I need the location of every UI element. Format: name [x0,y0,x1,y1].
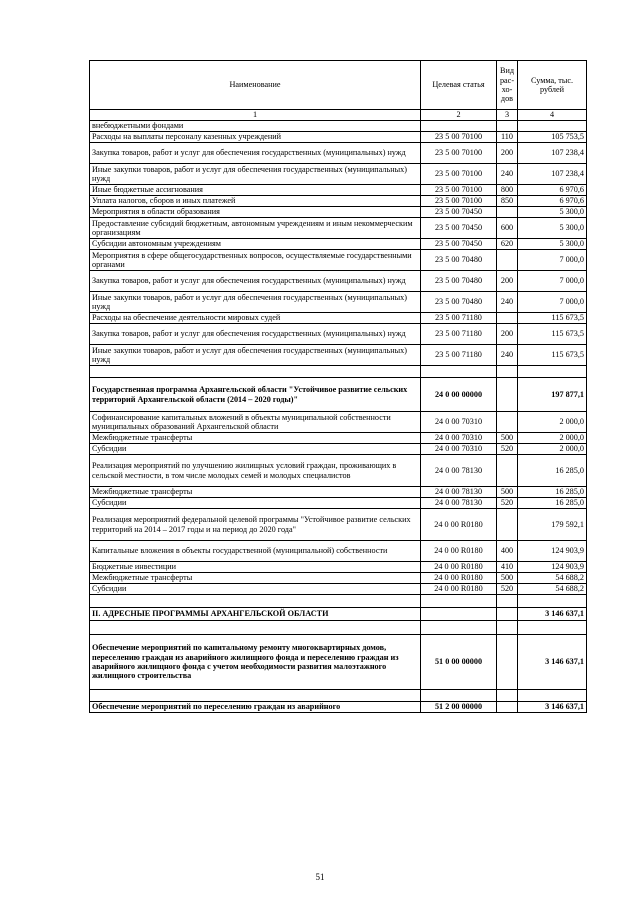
table-row [90,608,587,621]
row-target-code: 24 0 00 00000 [421,378,497,412]
row-name: Субсидии [90,444,421,455]
row-sum: 124 903,9 [518,562,587,573]
row-target-code: 23 5 00 71180 [421,324,497,345]
row-expense-kind: 200 [497,143,518,164]
row-expense-kind [497,621,518,635]
row-target-code: 23 5 00 71180 [421,313,497,324]
row-target-code: 24 0 00 78130 [421,455,497,487]
row-target-code: 23 5 00 70100 [421,132,497,143]
row-name: Иные закупки товаров, работ и услуг для обеспечения государственных (муниципальных) нужд [90,345,421,366]
row-sum: 7 000,0 [518,292,587,313]
header-target: Целевая статья [421,61,497,110]
row-sum: 5 300,0 [518,239,587,250]
row-expense-kind [497,121,518,132]
row-sum: 105 753,5 [518,132,587,143]
row-name [90,690,421,702]
table-row [90,702,587,713]
table-row [90,196,587,207]
row-expense-kind: 500 [497,573,518,584]
table-row [90,164,587,185]
row-name: Расходы на выплаты персоналу казенных учреждений [90,132,421,143]
row-name: Мероприятия в области образования [90,207,421,218]
row-expense-kind: 520 [497,498,518,509]
row-name: Реализация мероприятий по улучшению жилищных условий граждан, проживающих в сельской местности, в том числе молодых семей и молодых специалистов [90,455,421,487]
row-target-code [421,366,497,378]
row-expense-kind: 240 [497,164,518,185]
page-number: 51 [315,872,325,882]
table-row [90,250,587,271]
row-expense-kind [497,608,518,621]
row-sum: 7 000,0 [518,271,587,292]
row-expense-kind: 500 [497,433,518,444]
row-sum: 6 970,6 [518,185,587,196]
row-target-code: 24 0 00 70310 [421,412,497,433]
row-sum: 54 688,2 [518,584,587,595]
row-sum: 16 285,0 [518,498,587,509]
row-name: Бюджетные инвестиции [90,562,421,573]
row-target-code: 24 0 00 78130 [421,487,497,498]
row-target-code: 23 5 00 70100 [421,185,497,196]
row-name: Мероприятия в сфере общегосударственных вопросов, осуществляемые государственными органами [90,250,421,271]
table-row [90,444,587,455]
row-name: Иные закупки товаров, работ и услуг для обеспечения государственных (муниципальных) нужд [90,164,421,185]
table-row [90,562,587,573]
row-target-code: 24 0 00 70310 [421,433,497,444]
row-sum [518,621,587,635]
row-expense-kind: 410 [497,562,518,573]
row-name: II. АДРЕСНЫЕ ПРОГРАММЫ АРХАНГЕЛЬСКОЙ ОБЛАСТИ [90,608,421,621]
table-row [90,313,587,324]
row-sum: 115 673,5 [518,324,587,345]
table-row [90,635,587,690]
table-row [90,345,587,366]
row-name: Расходы на обеспечение деятельности мировых судей [90,313,421,324]
table-row [90,487,587,498]
row-sum [518,690,587,702]
row-sum: 5 300,0 [518,207,587,218]
row-expense-kind: 800 [497,185,518,196]
row-expense-kind: 520 [497,584,518,595]
column-number: 3 [497,110,518,121]
row-expense-kind: 240 [497,345,518,366]
row-name: Реализация мероприятий федеральной целевой программы "Устойчивое развитие сельских территорий на 2014 – 2017 годы и на период до 2020 года" [90,509,421,541]
row-expense-kind: 620 [497,239,518,250]
row-target-code [421,595,497,608]
table-row [90,584,587,595]
row-expense-kind: 500 [497,487,518,498]
row-name: Межбюджетные трансферты [90,487,421,498]
row-name: Межбюджетные трансферты [90,433,421,444]
row-name: Субсидии [90,498,421,509]
row-expense-kind: 400 [497,541,518,562]
row-name: Государственная программа Архангельской области "Устойчивое развитие сельских территорий Архангельской области (2014 – 2020 годы)" [90,378,421,412]
row-target-code [421,690,497,702]
table-row [90,509,587,541]
table-row [90,433,587,444]
row-sum: 107 238,4 [518,164,587,185]
table-row [90,121,587,132]
column-number: 1 [90,110,421,121]
row-sum: 124 903,9 [518,541,587,562]
row-name: Иные закупки товаров, работ и услуг для обеспечения государственных (муниципальных) нужд [90,292,421,313]
row-target-code: 51 0 00 00000 [421,635,497,690]
row-sum [518,366,587,378]
row-name [90,595,421,608]
table-row [90,621,587,635]
row-target-code: 23 5 00 70100 [421,143,497,164]
row-sum: 3 146 637,1 [518,608,587,621]
row-sum: 2 000,0 [518,444,587,455]
row-expense-kind [497,455,518,487]
table-row [90,292,587,313]
row-target-code: 23 5 00 70480 [421,292,497,313]
row-name: Межбюджетные трансферты [90,573,421,584]
table-row [90,132,587,143]
row-name: Обеспечение мероприятий по переселению граждан из аварийного [90,702,421,713]
row-target-code: 23 5 00 70100 [421,196,497,207]
row-sum: 115 673,5 [518,313,587,324]
row-target-code [421,608,497,621]
row-expense-kind [497,207,518,218]
row-sum: 107 238,4 [518,143,587,164]
row-target-code: 23 5 00 70450 [421,207,497,218]
row-target-code: 51 2 00 00000 [421,702,497,713]
row-expense-kind [497,595,518,608]
row-sum: 197 877,1 [518,378,587,412]
row-sum: 6 970,6 [518,196,587,207]
row-expense-kind [497,313,518,324]
column-number: 2 [421,110,497,121]
row-expense-kind: 520 [497,444,518,455]
row-target-code: 24 0 00 R0180 [421,562,497,573]
table-row [90,378,587,412]
row-expense-kind [497,366,518,378]
row-name: Субсидии [90,584,421,595]
row-target-code: 24 0 00 R0180 [421,573,497,584]
row-expense-kind: 240 [497,292,518,313]
table-row [90,573,587,584]
row-expense-kind: 600 [497,218,518,239]
row-name: внебюджетными фондами [90,121,421,132]
row-expense-kind: 200 [497,324,518,345]
row-expense-kind: 850 [497,196,518,207]
budget-table [89,60,587,713]
row-sum: 3 146 637,1 [518,702,587,713]
row-target-code: 24 0 00 R0180 [421,584,497,595]
row-name: Иные бюджетные ассигнования [90,185,421,196]
table-row [90,690,587,702]
row-name: Софинансирование капитальных вложений в объекты муниципальной собственности муниципальных образований Архангельской области [90,412,421,433]
row-expense-kind [497,509,518,541]
row-target-code: 23 5 00 70450 [421,239,497,250]
row-sum: 7 000,0 [518,250,587,271]
row-expense-kind [497,635,518,690]
row-expense-kind: 110 [497,132,518,143]
row-expense-kind [497,702,518,713]
row-name: Закупка товаров, работ и услуг для обеспечения государственных (муниципальных) нужд [90,143,421,164]
row-target-code [421,621,497,635]
row-target-code: 23 5 00 70450 [421,218,497,239]
row-expense-kind [497,690,518,702]
row-sum: 2 000,0 [518,433,587,444]
row-name [90,366,421,378]
row-target-code: 23 5 00 71180 [421,345,497,366]
table-row [90,143,587,164]
table-row [90,455,587,487]
row-sum: 5 300,0 [518,218,587,239]
row-name: Закупка товаров, работ и услуг для обеспечения государственных (муниципальных) нужд [90,324,421,345]
row-name: Субсидии автономным учреждениям [90,239,421,250]
row-target-code: 24 0 00 R0180 [421,541,497,562]
header-kind: Вид рас- хо- дов [497,61,518,110]
table-row [90,207,587,218]
table-row [90,412,587,433]
row-sum: 3 146 637,1 [518,635,587,690]
row-sum [518,121,587,132]
row-expense-kind [497,378,518,412]
column-number-row [90,110,587,121]
row-sum: 2 000,0 [518,412,587,433]
row-name: Уплата налогов, сборов и иных платежей [90,196,421,207]
header-name: Наименование [90,61,421,110]
row-sum: 16 285,0 [518,455,587,487]
row-sum: 179 592,1 [518,509,587,541]
row-target-code: 24 0 00 R0180 [421,509,497,541]
row-expense-kind: 200 [497,271,518,292]
table-row [90,185,587,196]
row-target-code [421,121,497,132]
table-row [90,498,587,509]
row-sum [518,595,587,608]
row-target-code: 23 5 00 70480 [421,250,497,271]
row-name: Предоставление субсидий бюджетным, автономным учреждениям и иным некоммерческим организациям [90,218,421,239]
row-sum: 16 285,0 [518,487,587,498]
table-row [90,541,587,562]
column-number: 4 [518,110,587,121]
table-row [90,595,587,608]
row-name [90,621,421,635]
table-row [90,324,587,345]
row-name: Капитальные вложения в объекты государственной (муниципальной) собственности [90,541,421,562]
row-name: Закупка товаров, работ и услуг для обеспечения государственных (муниципальных) нужд [90,271,421,292]
row-target-code: 24 0 00 70310 [421,444,497,455]
row-sum: 54 688,2 [518,573,587,584]
table-row [90,271,587,292]
row-target-code: 24 0 00 78130 [421,498,497,509]
header-row [90,61,587,110]
header-sum: Сумма, тыс. рублей [518,61,587,110]
table-row [90,218,587,239]
row-sum: 115 673,5 [518,345,587,366]
table-row [90,239,587,250]
row-expense-kind [497,250,518,271]
row-target-code: 23 5 00 70100 [421,164,497,185]
row-expense-kind [497,412,518,433]
row-name: Обеспечение мероприятий по капитальному ремонту многоквартирных домов, переселению граждан из аварийного жилищного фонда и переселению граждан из аварийного жилищного фонда с учетом необходимости развития малоэтажного жилищного строительства [90,635,421,690]
table-row [90,366,587,378]
row-target-code: 23 5 00 70480 [421,271,497,292]
